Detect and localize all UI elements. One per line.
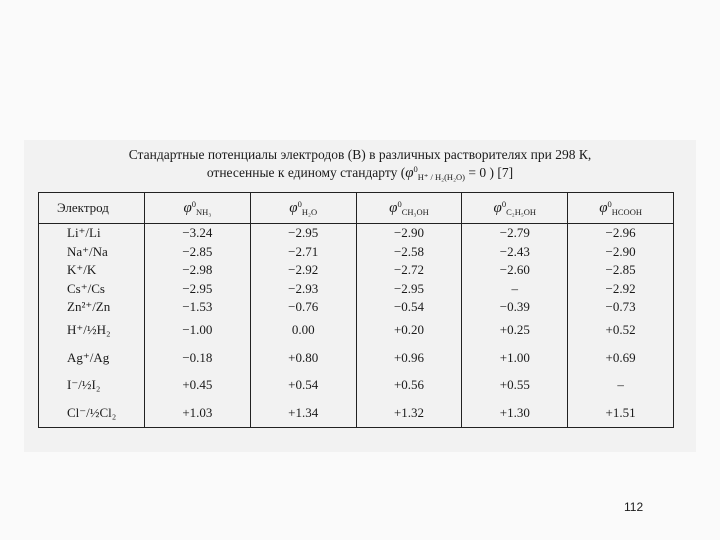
table-panel	[24, 140, 696, 452]
table-row	[39, 261, 674, 279]
table-row	[39, 399, 674, 427]
solvent-header-ch3oh: $\varphi^0_{CH_3OH}$	[356, 193, 462, 224]
value-cell: −2.95	[250, 224, 356, 243]
reference-sub: H⁺ / H₂(H₂O)	[417, 172, 466, 182]
value-cell: −0.54	[356, 298, 462, 316]
value-cell: −2.98	[145, 261, 251, 279]
value-cell: −0.73	[568, 298, 674, 316]
value-cell: −2.92	[250, 261, 356, 279]
electrode-cell: Zn²⁺/Zn	[39, 298, 145, 316]
caption-line-1: Стандартные потенциалы электродов (В) в различных растворителях при 298 К,	[128, 147, 592, 162]
value-cell: −2.96	[568, 224, 674, 243]
value-cell: −0.76	[250, 298, 356, 316]
value-cell: +1.32	[356, 399, 462, 427]
solvent-header-h2o: $\varphi^0_{H_2O}$	[250, 193, 356, 224]
value-cell: –	[462, 279, 568, 297]
electrode-cell: H⁺/½H₂	[39, 316, 145, 344]
value-cell: +0.54	[250, 372, 356, 400]
value-cell: −2.85	[145, 243, 251, 261]
value-cell: −2.90	[568, 243, 674, 261]
electrode-cell: Na⁺/Na	[39, 243, 145, 261]
value-cell: −2.92	[568, 279, 674, 297]
value-cell: −2.95	[356, 279, 462, 297]
value-cell: −0.18	[145, 344, 251, 372]
reference-phi-symbol: φ	[405, 165, 414, 181]
value-cell: −2.90	[356, 224, 462, 243]
value-cell: −2.72	[356, 261, 462, 279]
table-row	[39, 224, 674, 243]
value-cell: −2.60	[462, 261, 568, 279]
value-cell: +0.52	[568, 316, 674, 344]
electrode-cell: Cl⁻/½Cl₂	[39, 399, 145, 427]
caption-line-2	[207, 164, 513, 182]
solvent-header-c2h5oh: $\varphi^0_{C_2H_5OH}$	[462, 193, 568, 224]
electrode-column-header: Электрод	[39, 193, 145, 224]
caption-prefix: отнесенные к единому стандарту (	[206, 165, 406, 180]
electrode-cell: I⁻/½I₂	[39, 372, 145, 400]
value-cell: −1.53	[145, 298, 251, 316]
table-row	[39, 243, 674, 261]
table-row	[39, 344, 674, 372]
value-cell: −2.71	[250, 243, 356, 261]
value-cell: −1.00	[145, 316, 251, 344]
value-cell: 0.00	[250, 316, 356, 344]
value-cell: +1.00	[462, 344, 568, 372]
value-cell: +1.30	[462, 399, 568, 427]
value-cell: +1.51	[568, 399, 674, 427]
solvent-header-nh3: $\varphi^0_{NH_3}$	[145, 193, 251, 224]
value-cell: −2.93	[250, 279, 356, 297]
page-number: 112	[624, 500, 644, 514]
table-row	[39, 372, 674, 400]
potentials-table	[38, 192, 674, 428]
value-cell: −0.39	[462, 298, 568, 316]
value-cell: −2.79	[462, 224, 568, 243]
value-cell: −2.43	[462, 243, 568, 261]
electrode-cell: Li⁺/Li	[39, 224, 145, 243]
value-cell: −2.95	[145, 279, 251, 297]
reference-sup: 0	[413, 164, 418, 174]
value-cell: +0.56	[356, 372, 462, 400]
value-cell: +0.20	[356, 316, 462, 344]
value-cell: +0.96	[356, 344, 462, 372]
value-cell: +0.80	[250, 344, 356, 372]
value-cell: −3.24	[145, 224, 251, 243]
value-cell: +0.25	[462, 316, 568, 344]
value-cell: +0.45	[145, 372, 251, 400]
electrode-cell: Cs⁺/Cs	[39, 279, 145, 297]
table-row	[39, 298, 674, 316]
value-cell: +1.03	[145, 399, 251, 427]
value-cell: −2.85	[568, 261, 674, 279]
electrode-cell: Ag⁺/Ag	[39, 344, 145, 372]
electrode-cell: K⁺/K	[39, 261, 145, 279]
value-cell: −2.58	[356, 243, 462, 261]
reference-equation: = 0 ) [7]	[465, 165, 514, 180]
table-row	[39, 279, 674, 297]
table-caption	[24, 146, 696, 182]
value-cell: –	[568, 372, 674, 400]
value-cell: +0.69	[568, 344, 674, 372]
value-cell: +1.34	[250, 399, 356, 427]
table-row	[39, 316, 674, 344]
solvent-header-hcooh: $\varphi^0_{HCOOH}$	[568, 193, 674, 224]
table-header-row	[39, 193, 674, 224]
table-body	[39, 224, 674, 428]
value-cell: +0.55	[462, 372, 568, 400]
